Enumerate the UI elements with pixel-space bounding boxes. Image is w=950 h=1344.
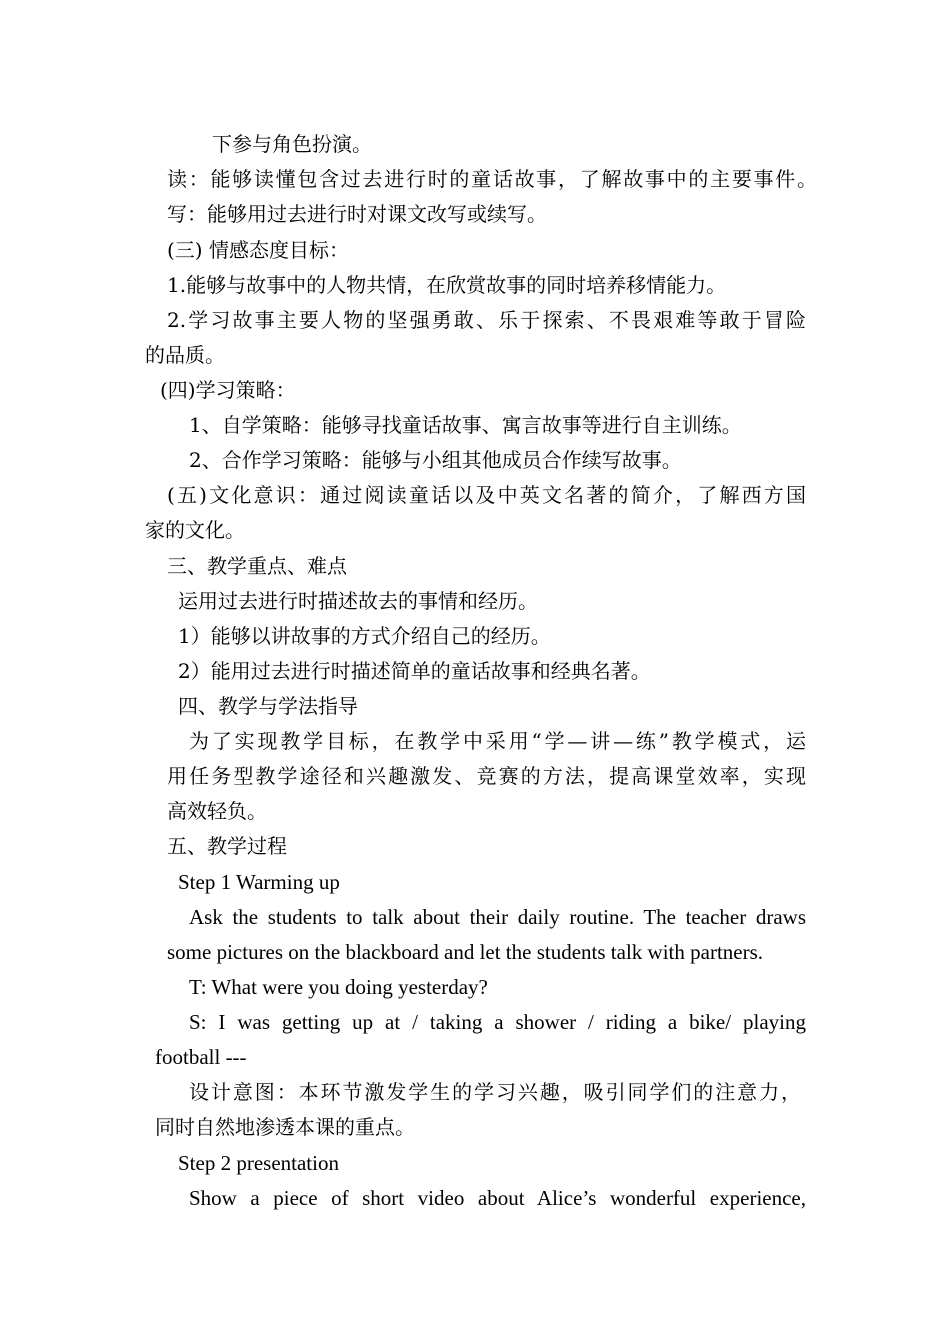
text-line: 2.学习故事主要人物的坚强勇敢、乐于探索、不畏艰难等敢于冒险 (167, 308, 806, 332)
text-line: 用任务型教学途径和兴趣激发、竞赛的方法，提高课堂效率，实现 (167, 764, 806, 788)
text-line: 的品质。 (145, 343, 225, 367)
section-heading: 四、教学与学法指导 (178, 694, 358, 718)
text-line: 高效轻负。 (167, 799, 267, 823)
text-line: 1）能够以讲故事的方式介绍自己的经历。 (178, 624, 551, 648)
text-line: 写：能够用过去进行时对课文改写或续写。 (167, 202, 547, 226)
text-line: S: I was getting up at / taking a shower / riding a bike/ playing (189, 1010, 806, 1034)
section-heading: 三、教学重点、难点 (167, 554, 347, 578)
text-line: (五)文化意识：通过阅读童话以及中英文名著的简介，了解西方国 (167, 483, 806, 507)
section-heading: (三) 情感态度目标： (167, 238, 349, 262)
step-heading: Step 1 Warming up (178, 870, 340, 894)
text-line: some pictures on the blackboard and let the students talk with partners. (167, 940, 764, 964)
text-line: 2）能用过去进行时描述简单的童话故事和经典名著。 (178, 659, 651, 683)
text-line: Show a piece of short video about Alice’s wonderful experience, (189, 1186, 806, 1210)
text-line: 1、自学策略：能够寻找童话故事、寓言故事等进行自主训练。 (189, 413, 742, 437)
text-line: 读：能够读懂包含过去进行时的童话故事，了解故事中的主要事件。 (167, 167, 817, 191)
text-line: 家的文化。 (145, 518, 245, 542)
text-line: Ask the students to talk about their daily routine. The teacher draws (189, 905, 806, 929)
text-line: 2、合作学习策略：能够与小组其他成员合作续写故事。 (189, 448, 682, 472)
section-heading: (四)学习策略： (160, 378, 296, 402)
text-line: 同时自然地渗透本课的重点。 (155, 1115, 415, 1139)
text-line: football --- (155, 1045, 247, 1069)
text-line: T: What were you doing yesterday? (189, 975, 488, 999)
step-heading: Step 2 presentation (178, 1151, 339, 1175)
text-line: 下参与角色扮演。 (212, 132, 372, 156)
text-line: 设计意图：本环节激发学生的学习兴趣，吸引同学们的注意力， (189, 1080, 801, 1104)
text-line: 1.能够与故事中的人物共情，在欣赏故事的同时培养移情能力。 (167, 273, 727, 297)
text-line: 运用过去进行时描述故去的事情和经历。 (178, 589, 538, 613)
text-line: 为了实现教学目标，在教学中采用“学—讲—练”教学模式，运 (189, 729, 806, 753)
section-heading: 五、教学过程 (167, 834, 287, 858)
